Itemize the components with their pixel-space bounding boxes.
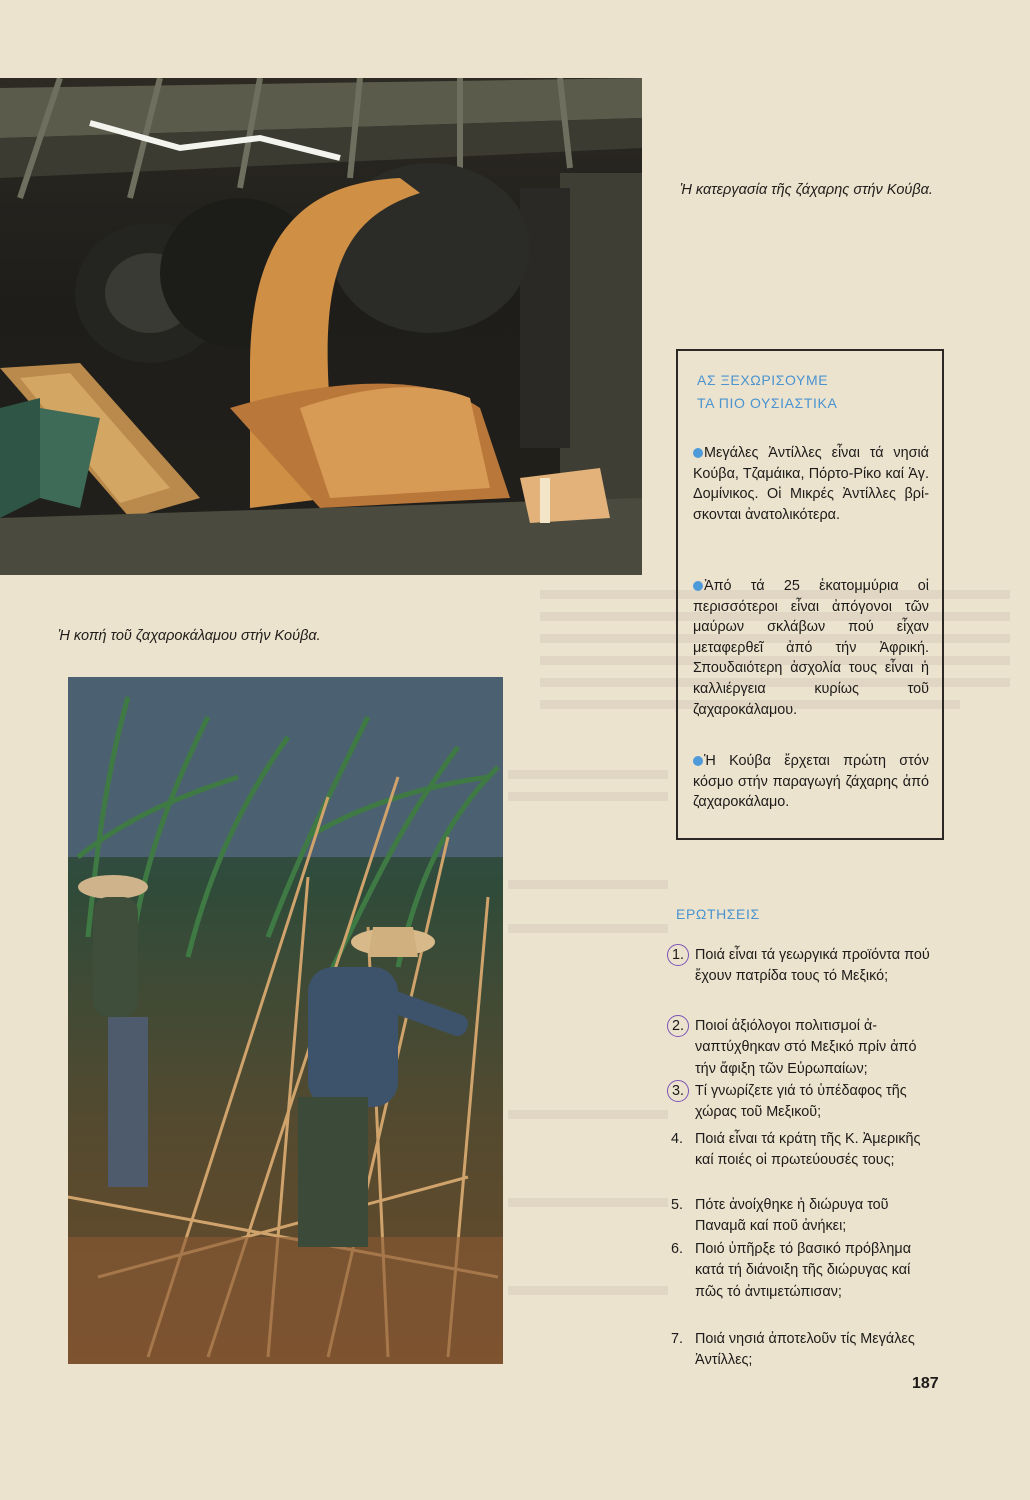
summary-paragraph xyxy=(693,751,929,813)
question-text: Ποιά εἶναι τά κράτη τῆς Κ. Ἀμερικῆς καί ποιές οἱ πρωτεύουσές τους; xyxy=(695,1131,921,1169)
summary-title-line2: ΤΑ ΠΙΟ ΟΥΣΙΑΣΤΙΚΑ xyxy=(697,395,838,411)
summary-paragraph xyxy=(693,576,929,720)
summary-paragraph-text: Μεγάλες Ἀντίλλες εἶναι τά νησιά Κούβα, Τζαμάικα, Πόρτο-Ρίκο καί Ἁγ. Δομίνικος. Οἱ Μικρές Ἀντίλλες βρίσκονται ἀνατολικότερα. xyxy=(693,445,929,523)
blue-bullet-icon xyxy=(693,581,703,591)
blue-bullet-icon xyxy=(693,448,703,458)
summary-paragraph xyxy=(693,443,929,525)
summary-box xyxy=(676,349,944,840)
top-photo-caption: Ἡ κατεργασία τῆς ζάχαρης στήν Κούβα. xyxy=(680,182,933,198)
page-number: 187 xyxy=(912,1375,939,1392)
question-item xyxy=(671,945,936,988)
question-number: 1. xyxy=(667,944,689,966)
blue-bullet-icon xyxy=(693,756,703,766)
question-text: Τί γνωρίζετε γιά τό ὑπέδαφος τῆς χώρας τοῦ Μεξικοῦ; xyxy=(695,1083,907,1121)
sugarcane-cutting-photo xyxy=(68,677,503,1364)
question-item xyxy=(671,1195,936,1238)
question-item xyxy=(671,1239,936,1303)
question-text: Ποιοί ἀξιόλογοι πολιτισμοί ἀναπτύχθηκαν στό Μεξικό πρίν ἀπό τήν ἄφιξη τῶν Εὐρωπαίων; xyxy=(695,1018,917,1077)
questions-title: ΕΡΩΤΗΣΕΙΣ xyxy=(676,906,760,922)
summary-paragraph-text: Ἡ Κούβα ἔρχεται πρώτη στόν κόσμο στήν παραγωγή ζάχαρης ἀπό ζαχαροκάλαμο. xyxy=(693,753,929,811)
question-number: 2. xyxy=(667,1015,689,1037)
question-number: 4. xyxy=(671,1131,684,1147)
question-number: 5. xyxy=(671,1197,684,1213)
question-number: 7. xyxy=(671,1331,684,1347)
question-text: Ποιό ὑπῆρξε τό βασικό πρόβλημα κατά τή διάνοιξη τῆς διώρυγας καί πῶς τό ἀντιμετώπισαν; xyxy=(695,1241,912,1300)
bottom-photo-caption: Ἡ κοπή τοῦ ζαχαροκάλαμου στήν Κούβα. xyxy=(58,628,321,644)
question-number: 6. xyxy=(671,1241,684,1257)
question-text: Πότε ἀνοίχθηκε ἡ διώρυγα τοῦ Παναμᾶ καί ποῦ ἀνήκει; xyxy=(695,1197,889,1235)
question-item xyxy=(671,1081,936,1124)
question-text: Ποιά νησιά ἀποτελοῦν τίς Μεγάλες Ἀντίλλες; xyxy=(695,1331,915,1369)
sugar-processing-photo xyxy=(0,78,642,575)
question-item xyxy=(671,1329,936,1372)
summary-paragraph-text: Ἀπό τά 25 ἑκατομμύρια οἱ περισσότεροι εἶναι ἀπόγονοι τῶν μαύρων σκλάβων πού εἶχαν μεταφερθεῖ ἀπό τήν Ἀφρική. Σπουδαιότερη ἀσχολία τους εἶναι ἡ καλλιέργεια κυρίως τοῦ ζαχαροκάλαμου. xyxy=(693,578,929,718)
summary-title-line1: ΑΣ ΞΕΧΩΡΙΣΟΥΜΕ xyxy=(697,372,829,388)
question-item xyxy=(671,1129,936,1172)
question-text: Ποιά εἶναι τά γεωργικά προϊόντα πού ἔχουν πατρίδα τους τό Μεξικό; xyxy=(695,947,930,985)
question-item xyxy=(671,1016,936,1080)
question-number: 3. xyxy=(667,1080,689,1102)
summary-title xyxy=(697,369,837,415)
